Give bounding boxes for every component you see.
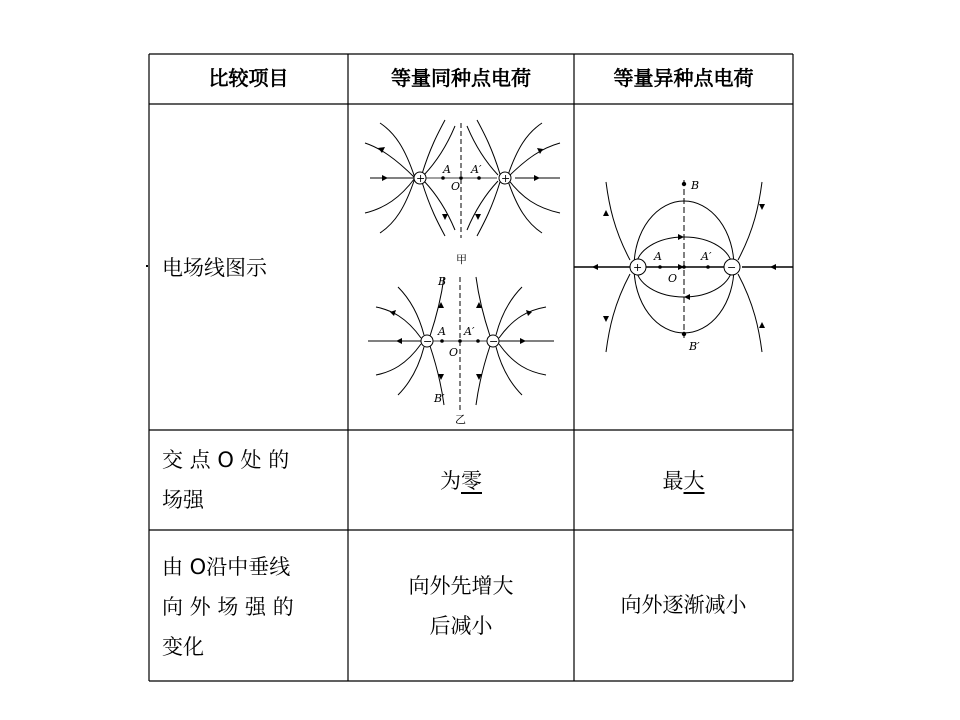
like-positive-caption: 甲 [456,253,467,266]
like-negative-caption: 乙 [455,413,466,426]
unlike-point-b: B [691,179,700,192]
unlike-charges-diagram [574,170,793,360]
row-field-lines-label: 电场线图示 [162,256,267,280]
like-positive-right-charge-sign: + [501,172,511,185]
bisector-change-unlike-value: 向外逐渐减小 [620,593,747,617]
row-bisector-label-line3: 变化 [162,635,204,659]
bisector-like-line2: 后减小 [429,614,493,638]
like-negative-left-charge-sign: − [423,335,433,348]
like-negative-point-a-prime: A′ [464,325,475,338]
like-negative-point-o: O [449,346,459,359]
header-like-charges: 等量同种点电荷 [391,66,531,90]
unlike-point-b-prime: B′ [689,340,700,353]
like-negative-charges-diagram [366,272,561,430]
like-negative-point-a: A [438,325,446,338]
row-center-field-label [162,440,337,520]
like-negative-point-b-prime: B′ [434,392,445,405]
like-negative-right-charge-sign: − [489,335,499,348]
row-center-field-label-line2: 场强 [162,488,204,512]
bisector-change-like-value [348,566,574,646]
unlike-negative-charge-sign: − [727,261,737,274]
unlike-positive-charge-sign: + [633,261,643,274]
center-field-like-prefix: 为 [440,469,461,493]
header-unlike-charges: 等量异种点电荷 [613,66,754,90]
row-center-field-label-line1: 交 点 O 处 的 [162,448,290,472]
like-positive-point-a-prime: A′ [471,163,482,176]
like-negative-point-b: B [438,275,447,288]
row-bisector-change-label [162,547,337,667]
center-field-unlike-value [574,461,793,501]
center-field-unlike-prefix: 最 [662,469,684,493]
unlike-point-a-prime: A′ [701,250,712,263]
like-positive-point-o: O [451,180,461,193]
row-bisector-label-line2: 向 外 场 强 的 [162,595,294,619]
unlike-point-o: O [668,272,678,285]
center-field-like-value [348,461,574,501]
row-bisector-label-line1: 由 O沿中垂线 [162,555,291,579]
center-field-unlike-answer: 大 [683,469,705,493]
like-positive-point-a: A [443,163,451,176]
unlike-point-a: A [654,250,662,263]
header-compare-item: 比较项目 [208,66,289,90]
bisector-like-line1: 向外先增大 [408,574,514,598]
like-positive-charges-diagram [360,118,565,268]
stray-dot [146,265,148,267]
like-positive-left-charge-sign: + [416,172,426,185]
center-field-like-answer: 零 [461,469,482,493]
